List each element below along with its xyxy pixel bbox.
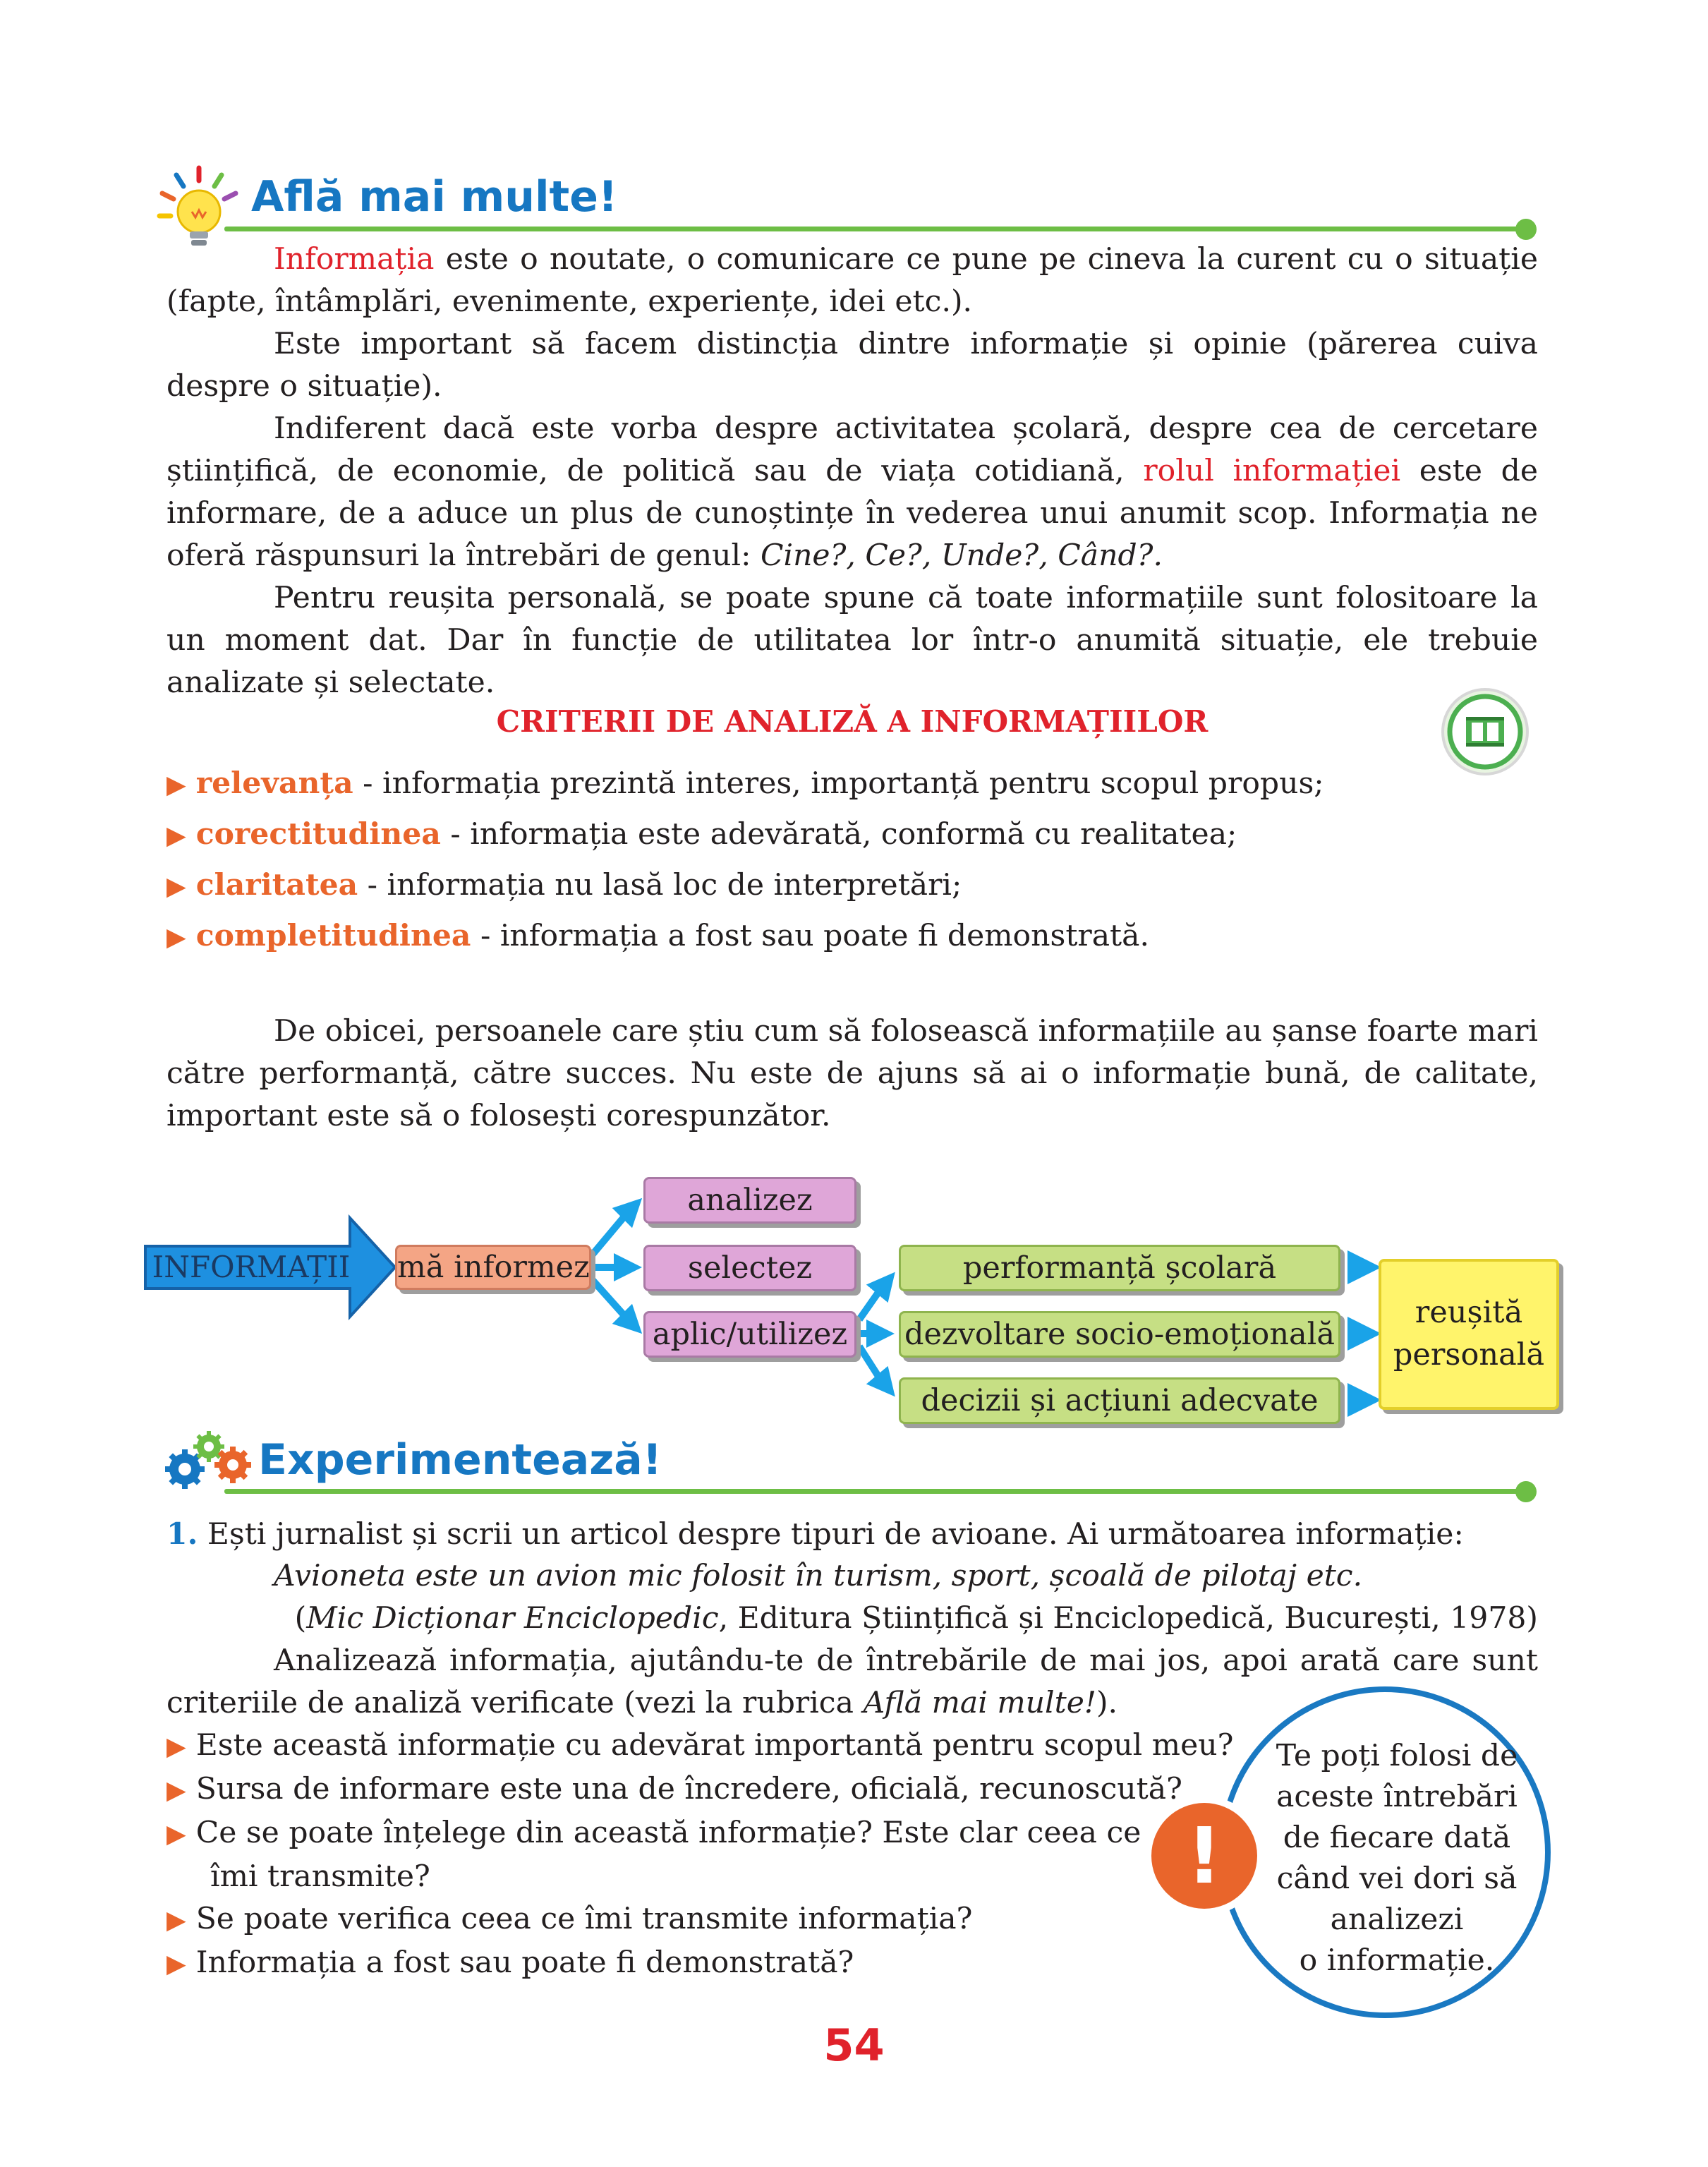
question-item: ▶ Se poate verifica ceea ce îmi transmite informația? xyxy=(166,1902,973,1936)
paragraph-2: Este important să facem distincția dintre informație și opinie (părerea cuiva despre o situație). xyxy=(166,327,1538,404)
triangle-bullet-icon: ▶ xyxy=(166,1906,186,1935)
diagram-outcome-decizii: decizii și acțiuni adecvate xyxy=(899,1377,1340,1424)
criteria-item: ▶ corectitudinea - informația este adevărată, conformă cu realitatea; xyxy=(166,816,1237,852)
section-rule-dot xyxy=(1515,1481,1537,1502)
triangle-bullet-icon: ▶ xyxy=(166,1776,186,1805)
exclamation-icon: ! xyxy=(1151,1803,1257,1909)
criteria-item: ▶ relevanța - informația prezintă interes, importanță pentru scopul propus; xyxy=(166,766,1324,801)
exercise-source: (Mic Dicționar Enciclopedic, Editura Științifică și Enciclopedică, București, 1978) xyxy=(294,1601,1538,1636)
diagram-outcome-performanta: performanță școlară xyxy=(899,1245,1340,1291)
diagram-action-analizez: analizez xyxy=(643,1177,856,1224)
diagram-result: reușită personală xyxy=(1379,1259,1559,1410)
diagram-start-label: INFORMAȚII xyxy=(152,1250,351,1284)
triangle-bullet-icon: ▶ xyxy=(166,1820,186,1849)
exercise-intro: 1. Ești jurnalist și scrii un articol despre tipuri de avioane. Ai următoarea informație: xyxy=(166,1516,1464,1552)
diagram-outcome-dezvoltare: dezvoltare socio-emoțională xyxy=(899,1311,1340,1358)
triangle-bullet-icon: ▶ xyxy=(166,771,186,799)
questions-list xyxy=(166,1725,1233,1986)
section-title-experimenteaza: Experimentează! xyxy=(258,1435,662,1485)
criteria-item: ▶ claritatea - informația nu lasă loc de interpretări; xyxy=(166,867,962,903)
paragraph-1: Informația este o noutate, o comunicare ce pune pe cineva la curent cu o situație (fapte, întâmplări, evenimente, experiențe, idei etc.). xyxy=(166,242,1538,319)
diagram-step-ma-informez: mă informez xyxy=(395,1245,591,1290)
paragraph-3: Indiferent dacă este vorba despre activitatea școlară, despre cea de cercetare științifică, de economie, de politică sau de viața cotidiană, rolul informației este de informare, de a aduce un plus de cunoștințe în vederea unui anumit scop. Informația ne oferă răspunsuri la întrebări de genul: Cine?, Ce?, Unde?, Când?. xyxy=(166,411,1538,573)
triangle-bullet-icon: ▶ xyxy=(166,872,186,901)
criteria-title: CRITERII DE ANALIZĂ A INFORMAȚIILOR xyxy=(496,704,1209,739)
paragraph-5: De obicei, persoanele care știu cum să folosească informațiile au șanse foarte mari către performanță, către succes. Nu este de ajuns să ai o informație bună, de calitate, important este să o folosești corespunzător. xyxy=(166,1014,1538,1133)
triangle-bullet-icon: ▶ xyxy=(166,923,186,952)
question-item: ▶ Ce se poate înțelege din această informație? Este clar ceea ce xyxy=(166,1816,1141,1850)
tip-text: Te poți folosi de aceste întrebări de fiecare dată când vei dori să analizezi o informație. xyxy=(1276,1739,1518,1978)
section-title-afla: Află mai multe! xyxy=(251,172,618,222)
question-item-continuation: îmi transmite? xyxy=(210,1859,430,1894)
term-informatia: Informația xyxy=(274,242,435,277)
diagram-action-selectez: selectez xyxy=(643,1245,856,1291)
term-rolul-informatiei: rolul informației xyxy=(1143,454,1401,488)
diagram-action-aplic: aplic/utilizez xyxy=(643,1311,856,1358)
page-number: 54 xyxy=(823,2020,885,2071)
question-item: ▶ Este această informație cu adevărat importantă pentru scopul meu? xyxy=(166,1728,1234,1763)
exercise-instructions: Analizează informația, ajutându-te de întrebările de mai jos, apoi arată care sunt criteriile de analiză verificate (vezi la rubrica Află mai multe!). xyxy=(166,1643,1538,1720)
triangle-bullet-icon: ▶ xyxy=(166,1732,186,1761)
exercise-quote: Avioneta este un avion mic folosit în turism, sport, școală de pilotaj etc. xyxy=(274,1559,1363,1593)
gears-icon xyxy=(164,1425,255,1493)
criteria-item: ▶ completitudinea - informația a fost sau poate fi demonstrată. xyxy=(166,918,1149,953)
triangle-bullet-icon: ▶ xyxy=(166,821,186,850)
triangle-bullet-icon: ▶ xyxy=(166,1950,186,1979)
question-item: ▶ Informația a fost sau poate fi demonstrată? xyxy=(166,1945,854,1980)
question-item: ▶ Sursa de informare este una de încredere, oficială, recunoscută? xyxy=(166,1772,1182,1806)
section-rule xyxy=(224,1489,1520,1494)
paragraph-4: Pentru reușita personală, se poate spune că toate informațiile sunt folositoare la un moment dat. Dar în funcție de utilitatea lor într-o anumită situație, ele trebuie analizate și selectate. xyxy=(166,581,1538,700)
